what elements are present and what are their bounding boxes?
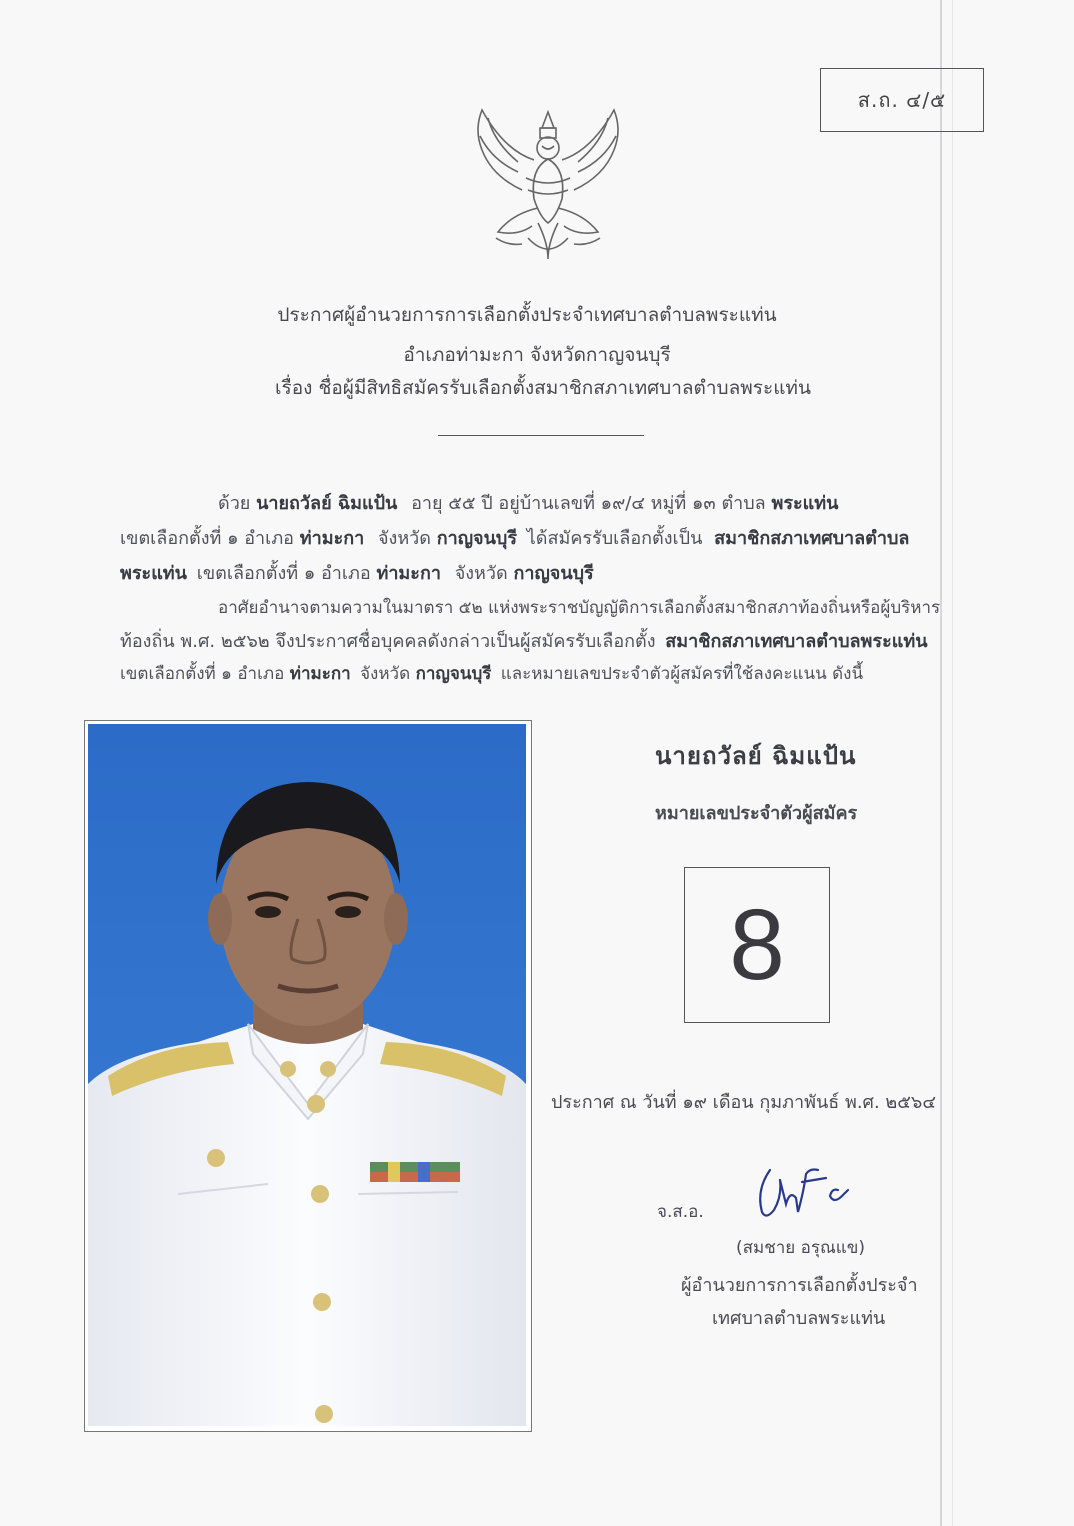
handwritten-signature [752,1160,862,1226]
para1-line2: เขตเลือกตั้งที่ ๑ อำเภอ ท่ามะกา จังหวัด กาญจนบุรี ได้สมัครรับเลือกตั้งเป็น สมาชิกสภาเทศบาลตำบล [120,528,910,549]
scan-edge-secondary [952,0,953,1526]
signer-rank: จ.ส.อ. [657,1202,704,1222]
para2-line2: ท้องถิ่น พ.ศ. ๒๕๖๒ จึงประกาศชื่อบุคคลดังกล่าวเป็นผู้สมัครรับเลือกตั้ง สมาชิกสภาเทศบาลตำบลพระแท่น [120,631,928,652]
candidate-name: นายถวัลย์ ฉิมแป้น [655,742,857,770]
garuda-emblem-icon [468,98,628,266]
scan-edge [940,0,942,1526]
para2-line1: อาศัยอำนาจตามความในมาตรา ๕๒ แห่งพระราชบัญญัติการเลือกตั้งสมาชิกสภาท้องถิ่นหรือผู้บริหาร [218,598,941,618]
announcement-date: ประกาศ ณ วันที่ ๑๙ เดือน กุมภาพันธ์ พ.ศ. ๒๕๖๔ [551,1092,936,1113]
announcement-subject: เรื่อง ชื่อผู้มีสิทธิสมัครรับเลือกตั้งสมาชิกสภาเทศบาลตำบลพระแท่น [275,377,811,399]
candidate-photo [88,724,526,1426]
para1-line1: ด้วย นายถวัลย์ ฉิมแป้น อายุ ๕๕ ปี อยู่บ้านเลขที่ ๑๙/๔ หมู่ที่ ๑๓ ตำบล พระแท่น [218,493,839,514]
form-code-box: ส.ถ. ๔/๕ [820,68,984,132]
candidate-number-label: หมายเลขประจำตัวผู้สมัคร [655,803,858,824]
para2-line3: เขตเลือกตั้งที่ ๑ อำเภอ ท่ามะกา จังหวัด กาญจนบุรี และหมายเลขประจำตัวผู้สมัครที่ใช้ลงคะแนน ดังนี้ [120,664,864,684]
signer-title-line2: เทศบาลตำบลพระแท่น [712,1308,886,1329]
para1-line3: พระแท่น เขตเลือกตั้งที่ ๑ อำเภอ ท่ามะกา จังหวัด กาญจนบุรี [120,563,594,584]
announcement-district: อำเภอท่ามะกา จังหวัดกาญจนบุรี [403,344,671,366]
candidate-number: 8 [684,867,830,1023]
announcement-title: ประกาศผู้อำนวยการการเลือกตั้งประจำเทศบาลตำบลพระแท่น [277,304,777,326]
signer-name: (สมชาย อรุณแข) [736,1238,865,1258]
signer-title-line1: ผู้อำนวยการการเลือกตั้งประจำ [681,1275,918,1296]
heading-divider [438,435,644,436]
